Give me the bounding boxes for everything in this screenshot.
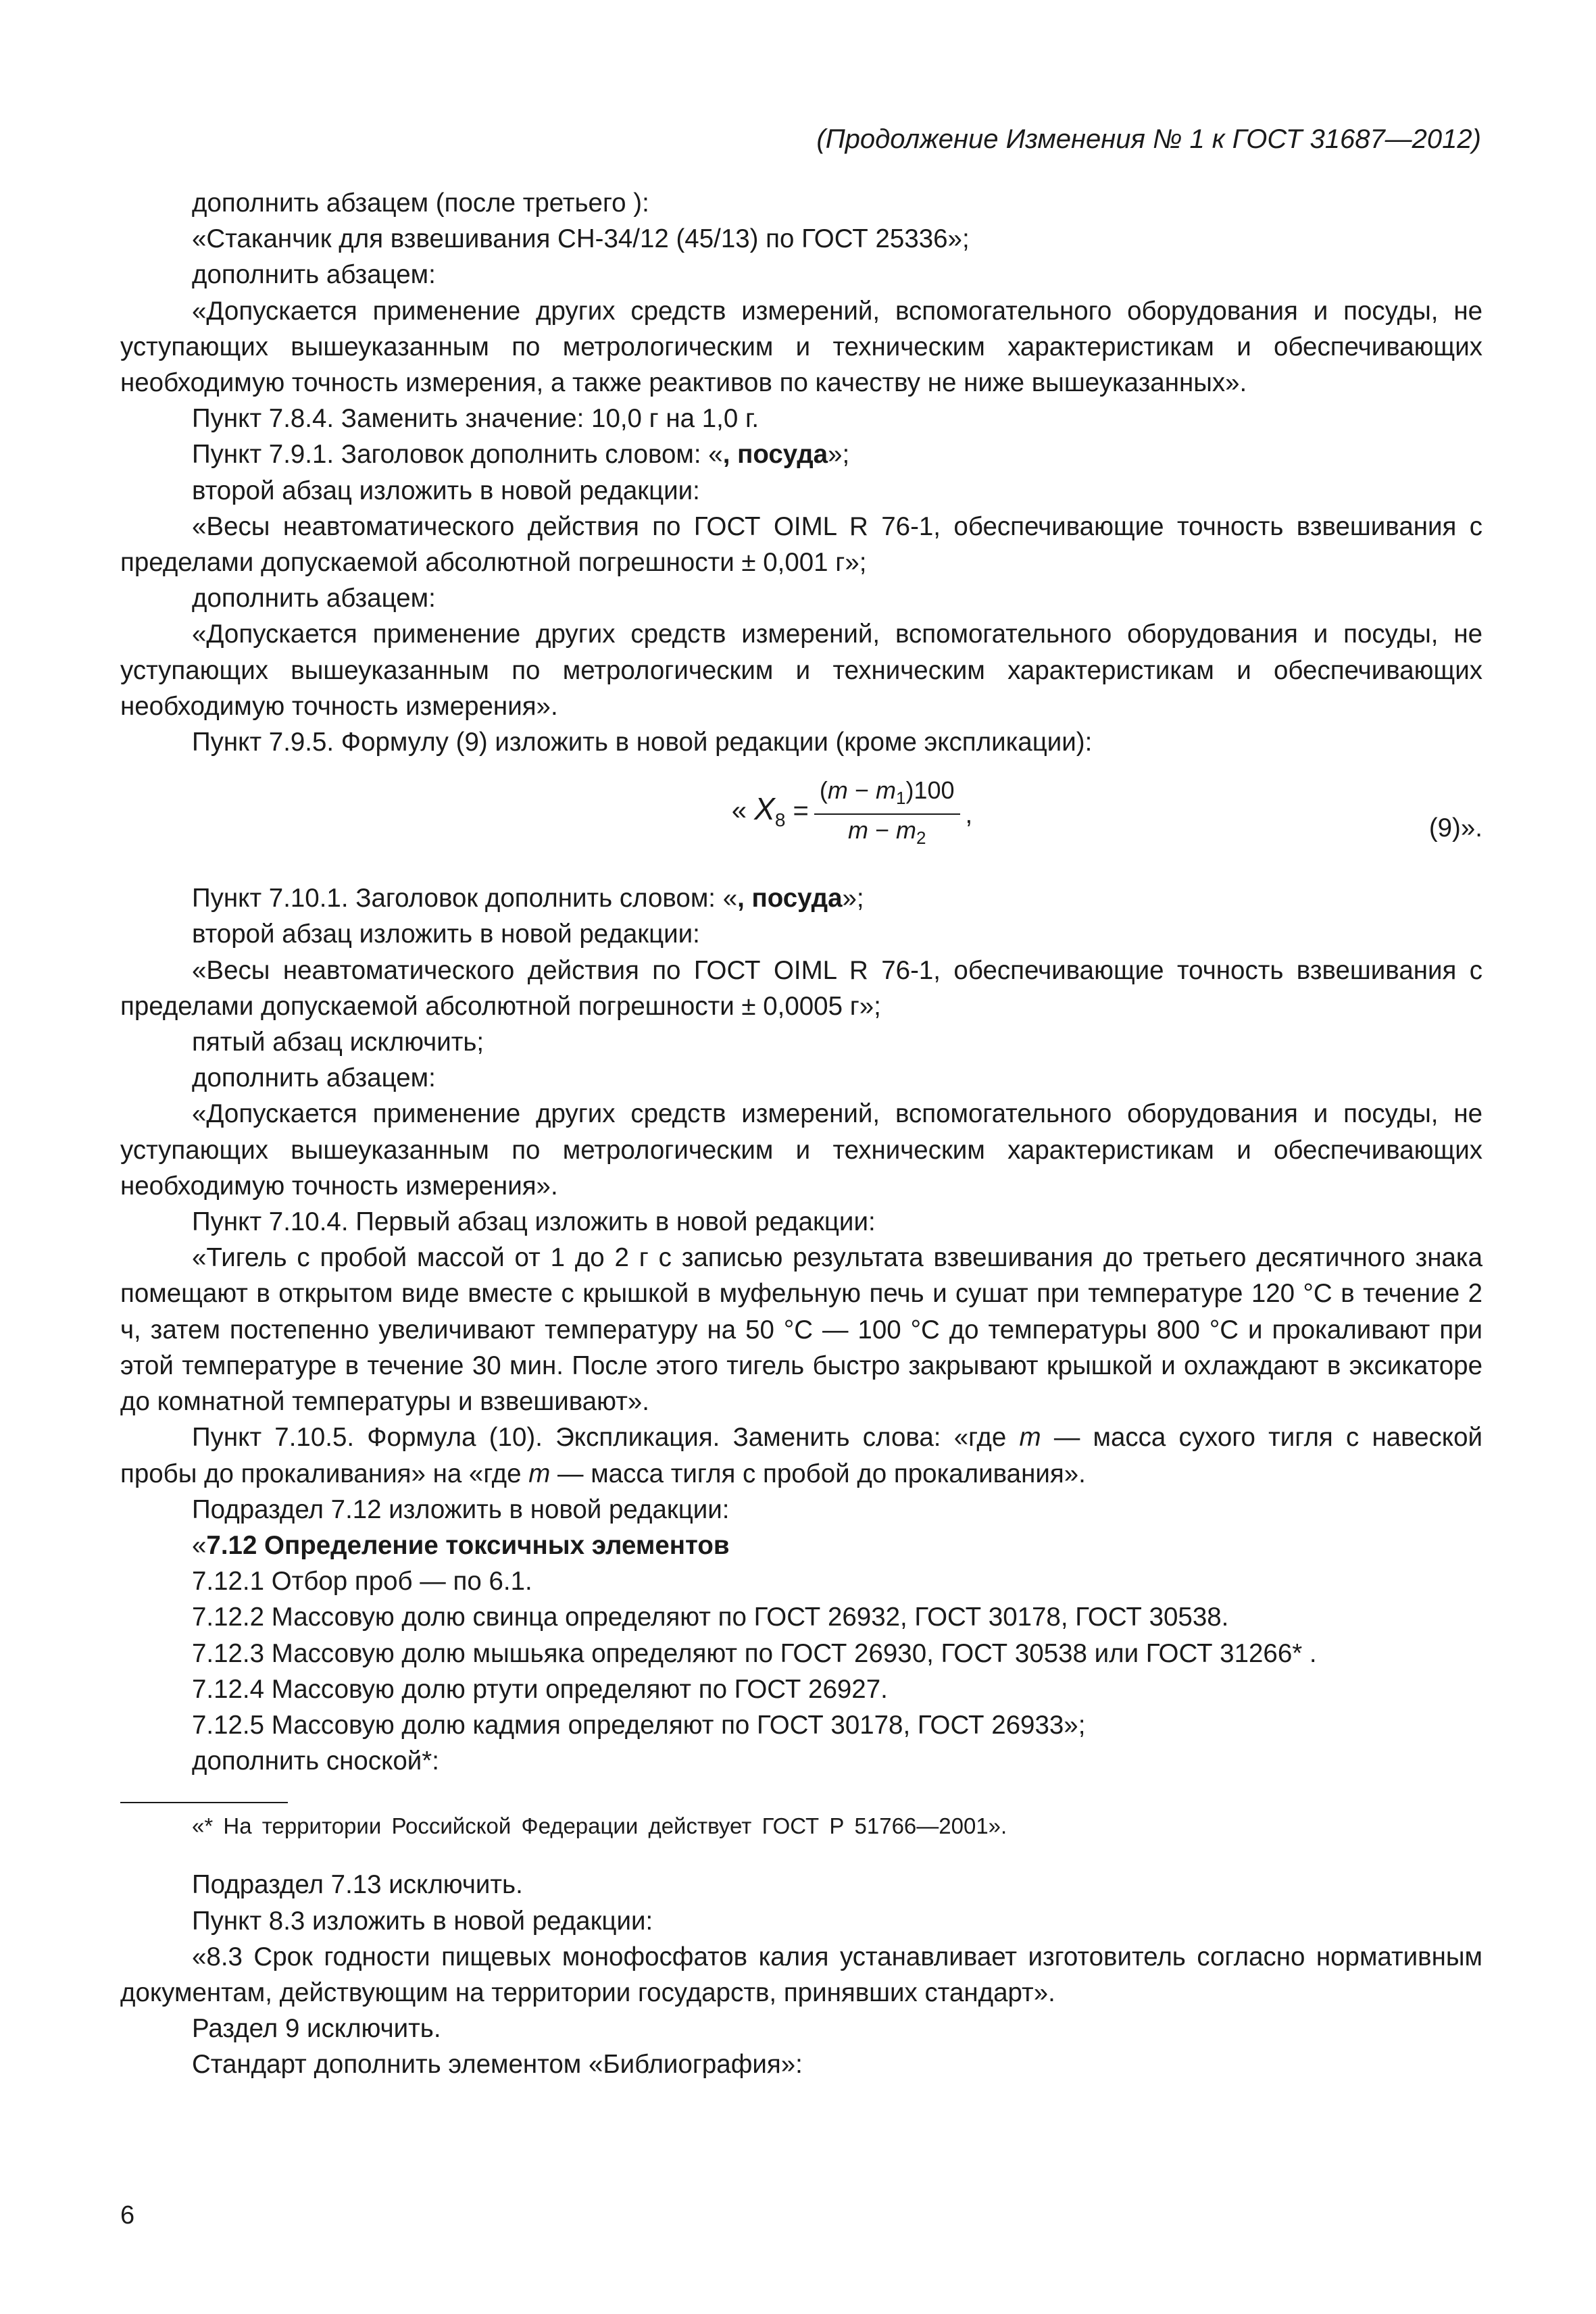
variable-m2: m — [896, 816, 916, 845]
document-body — [120, 185, 1482, 2083]
paragraph: 7.12.3 Массовую долю мышьяка определяют по ГОСТ 26930, ГОСТ 30538 или ГОСТ 31266* . — [192, 1638, 1317, 1668]
equals-sign: = — [793, 795, 809, 826]
paren: ( — [819, 776, 828, 805]
paragraph: Раздел 9 исключить. — [192, 2014, 441, 2044]
bold-text: , посуда — [722, 440, 828, 470]
paragraph: второй абзац изложить в новой редакции: — [192, 920, 700, 949]
text-run: »; — [842, 884, 864, 913]
variable-m1: m — [875, 776, 896, 805]
paragraph: дополнить абзацем: — [192, 584, 436, 613]
minus-sign: − — [854, 776, 869, 805]
variable-m: m — [1019, 1423, 1041, 1453]
subscript: 1 — [895, 788, 906, 809]
open-quote: « — [731, 795, 747, 826]
paragraph: Пункт 7.10.4. Первый абзац изложить в новой редакции: — [192, 1207, 876, 1237]
paragraph: «Допускается применение других средств измерений, вспомогательного оборудования и посуды, не уступающих вышеуказанным по метрологическим и техническим характеристикам и обеспечивающих необходимую точность измерения, а также реактивов по качеству не ниже вышеуказанных». — [120, 296, 1482, 398]
paragraph: дополнить абзацем: — [192, 1063, 436, 1093]
variable-m: m — [847, 816, 868, 845]
bold-text: , посуда — [737, 884, 843, 913]
bold-heading: 7.12 Определение токсичных элементов — [206, 1530, 730, 1560]
variable-x: X — [754, 790, 775, 826]
paragraph: дополнить абзацем (после третьего ): — [192, 188, 649, 218]
formula-lhs — [732, 791, 809, 838]
variable-m: m — [528, 1459, 551, 1488]
subscript: 2 — [916, 828, 926, 849]
paragraph: «Весы неавтоматического действия по ГОСТ OIML R 76-1, обеспечивающие точность взвешивания с пределами допускаемой абсолютной погрешности ± 0,001 г»; — [120, 511, 1482, 578]
text-run: Пункт 7.10.1. Заголовок дополнить словом: « — [192, 884, 738, 913]
paragraph: 7.12.1 Отбор проб — по 6.1. — [192, 1567, 532, 1596]
paragraph: Подраздел 7.13 исключить. — [192, 1870, 523, 1900]
paragraph: второй абзац изложить в новой редакции: — [192, 476, 700, 505]
paragraph: Пункт 7.9.5. Формулу (9) изложить в новой редакции (кроме экспликации): — [192, 728, 1093, 757]
paragraph: Стандарт дополнить элементом «Библиография»: — [192, 2050, 803, 2080]
text-run: — масса сухого тигля с навеской пробы до прокаливания» на «где — [120, 1423, 1482, 1488]
denominator — [843, 815, 932, 853]
text-run: Пункт 7.9.1. Заголовок дополнить словом: « — [192, 440, 723, 470]
paragraph: 7.12.4 Массовую долю ртути определяют по ГОСТ 26927. — [192, 1674, 888, 1704]
footnote: «* На территории Российской Федерации действует ГОСТ Р 51766—2001». — [192, 1813, 1007, 1839]
text-run: « — [192, 1530, 207, 1560]
paragraph: «Тигель с пробой массой от 1 до 2 г с записью результата взвешивания до третьего десятичного знака помещают в открытом виде вместе с крышкой в муфельную печь и сушат при температуре 120 °С в течение 2 ч, затем постепенно увеличивают температуру на 50 °С — 100 °С до температуры 800 °С и прокаливают при этой температуре в течение 30 мин. После этого тигель быстро закрывают крышкой и охлаждают в эксикаторе до комнатной температуры и взвешивают». — [120, 1243, 1482, 1417]
paragraph: 7.12.2 Массовую долю свинца определяют по ГОСТ 26932, ГОСТ 30178, ГОСТ 30538. — [192, 1603, 1229, 1632]
minus-sign: − — [874, 816, 889, 845]
text-run: »; — [828, 440, 850, 470]
formula-expression — [120, 775, 1482, 853]
page-number: 6 — [120, 2201, 135, 2230]
paragraph: пятый абзац исключить; — [192, 1028, 484, 1057]
paragraph: дополнить сноской*: — [192, 1746, 439, 1776]
paragraph: «Стаканчик для взвешивания СН-34/12 (45/13) по ГОСТ 25336»; — [192, 224, 970, 254]
footnote-separator — [120, 1802, 288, 1803]
paragraph: дополнить абзацем: — [192, 260, 436, 290]
paragraph: «Допускается применение других средств измерений, вспомогательного оборудования и посуды, не уступающих вышеуказанным по метрологическим и техническим характеристикам и обеспечивающих необходимую точность измерения». — [120, 620, 1482, 721]
paragraph: «8.3 Срок годности пищевых монофосфатов калия устанавливает изготовитель согласно нормативным документам, действующим на территории государств, принявших стандарт». — [120, 1942, 1482, 2007]
formula-9 — [120, 765, 1482, 878]
paragraph — [120, 436, 1482, 472]
formula-comma: , — [965, 799, 973, 829]
paren-multiplier: )100 — [905, 776, 955, 805]
running-header: (Продолжение Изменения № 1 к ГОСТ 31687—2012) — [816, 124, 1481, 154]
fraction — [814, 775, 960, 853]
paragraph: Пункт 7.8.4. Заменить значение: 10,0 г на 1,0 г. — [192, 404, 759, 434]
paragraph: Подраздел 7.12 изложить в новой редакции: — [192, 1494, 730, 1524]
paragraph — [120, 880, 1482, 916]
text-run: — масса тигля с пробой до прокаливания». — [550, 1459, 1086, 1488]
paragraph: Пункт 8.3 изложить в новой редакции: — [192, 1906, 653, 1936]
section-heading — [120, 1528, 1482, 1563]
numerator — [814, 775, 960, 813]
equation-number: (9)». — [1428, 813, 1482, 843]
paragraph: 7.12.5 Массовую долю кадмия определяют по ГОСТ 30178, ГОСТ 26933»; — [192, 1710, 1086, 1740]
paragraph: «Допускается применение других средств измерений, вспомогательного оборудования и посуды, не уступающих вышеуказанным по метрологическим и техническим характеристикам и обеспечивающих необходимую точность измерения». — [120, 1099, 1482, 1201]
variable-m: m — [827, 776, 848, 805]
text-run: Пункт 7.10.5. Формула (10). Экспликация. Заменить слова: «где — [192, 1423, 1020, 1453]
subscript: 8 — [774, 809, 786, 830]
paragraph — [120, 1419, 1482, 1491]
paragraph: «Весы неавтоматического действия по ГОСТ OIML R 76-1, обеспечивающие точность взвешивания с пределами допускаемой абсолютной погрешности ± 0,0005 г»; — [120, 955, 1482, 1021]
